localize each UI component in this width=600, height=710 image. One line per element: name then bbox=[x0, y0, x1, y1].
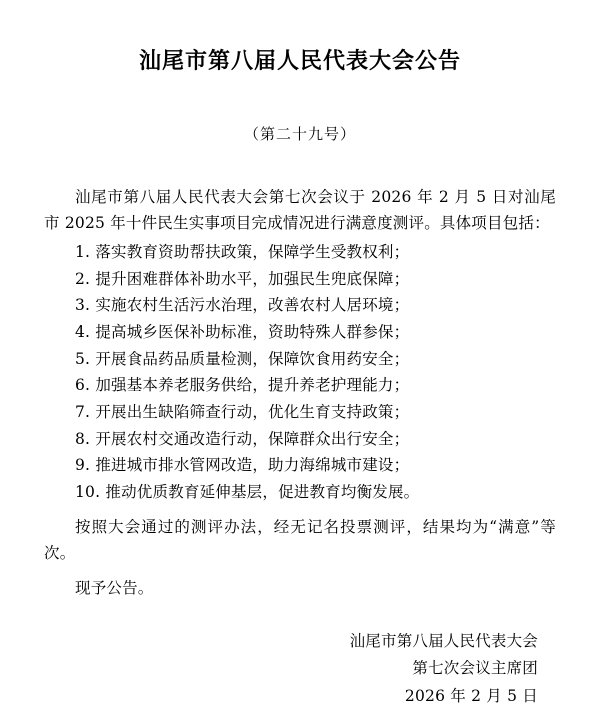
document-body bbox=[44, 184, 556, 602]
signature-block bbox=[44, 628, 556, 710]
list-item: 3. 实施农村生活污水治理，改善农村人居环境； bbox=[75, 296, 410, 315]
document-number: （第二十九号） bbox=[243, 124, 356, 143]
result-paragraph: 按照大会通过的测评办法，经无记名投票测评，结果均为“满意”等次。 bbox=[44, 517, 556, 563]
list-item: 8. 开展农村交通改造行动，保障群众出行安全； bbox=[75, 429, 410, 448]
list-item: 10. 推动优质教育延伸基层，促进教育均衡发展。 bbox=[75, 483, 420, 502]
intro-paragraph: 汕尾市第八届人民代表大会第七次会议于 2026 年 2 月 5 日对汕尾市 2025 年十件民生实事项目完成情况进行满意度测评。具体项目包括： bbox=[44, 187, 556, 233]
signature-session: 第七次会议主席团 bbox=[412, 659, 538, 678]
signature-organization: 汕尾市第八届人民代表大会 bbox=[349, 631, 538, 650]
list-item: 4. 提高城乡医保补助标准，资助特殊人群参保； bbox=[75, 323, 410, 342]
project-list bbox=[44, 239, 556, 506]
page-title: 汕尾市第八届人民代表大会公告 bbox=[138, 48, 461, 74]
list-item: 6. 加强基本养老服务供给，提升养老护理能力； bbox=[75, 376, 410, 395]
list-item: 5. 开展食品药品质量检测，保障饮食用药安全； bbox=[75, 349, 410, 368]
list-item: 1. 落实教育资助帮扶政策，保障学生受教权利； bbox=[75, 243, 410, 262]
closing-paragraph: 现予公告。 bbox=[75, 578, 154, 597]
list-item: 7. 开展出生缺陷筛查行动，优化生育支持政策； bbox=[75, 403, 410, 422]
signature-date: 2026 年 2 月 5 日 bbox=[404, 686, 538, 705]
list-item: 2. 提升困难群体补助水平，加强民生兜底保障； bbox=[75, 269, 410, 288]
list-item: 9. 推进城市排水管网改造，助力海绵城市建设； bbox=[75, 456, 410, 475]
